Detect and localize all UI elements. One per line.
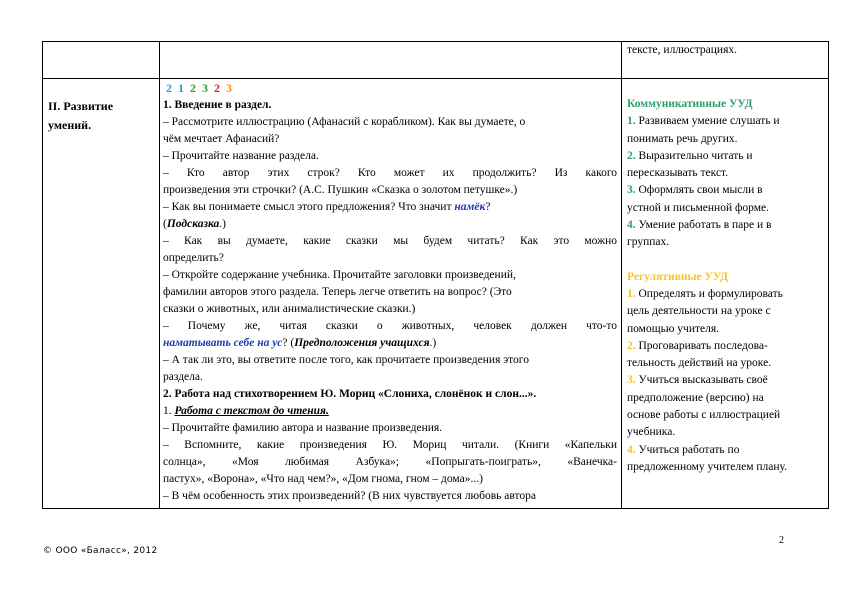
lesson-line: – Рассмотрите иллюстрацию (Афанасий с корабликом). Как вы думаете, о — [163, 116, 526, 128]
lesson-line: – В чём особенность этих произведений? (В них чувствуется любовь автора — [163, 490, 537, 502]
lesson-hint: Подсказка — [166, 218, 220, 230]
lesson-text-span: ? — [485, 201, 491, 213]
lesson-line — [163, 199, 617, 216]
lesson-line: – Прочитайте название раздела. — [163, 150, 319, 162]
uud-item-text: пересказывать текст. — [627, 167, 729, 180]
uud-cell — [621, 79, 828, 509]
lesson-line: 1. Введение в раздел. — [163, 99, 272, 111]
row1-col3-text: тексте, иллюстрациях. — [627, 44, 737, 56]
uud-item-text: предположение (версию) на — [627, 391, 764, 404]
uud-item — [627, 338, 825, 355]
section-title-line: умений. — [48, 118, 92, 132]
lesson-text-span: 1. — [163, 405, 175, 417]
section-title — [48, 97, 113, 135]
copyright-footer: © ООО «Баласс», 2012 — [43, 546, 158, 556]
uud-item — [627, 182, 825, 199]
lesson-line: сказки о животных, или анималистические сказки.) — [163, 303, 416, 315]
uud-item-text: Умение работать в паре и в — [635, 219, 772, 232]
skill-digit: 2 — [190, 81, 196, 95]
uud-item-number: 3. — [627, 184, 636, 197]
uud-item-text: группах. — [627, 236, 670, 249]
lesson-term: намёк — [454, 201, 486, 213]
uud-item-text: Проговаривать последова- — [635, 339, 768, 352]
lesson-cell — [159, 79, 621, 509]
communicative-uud-heading: Коммуникативные УУД — [627, 98, 753, 110]
lesson-table — [42, 41, 829, 509]
uud-item-text: предложенному учителем плану. — [627, 460, 787, 473]
uud-item-text: тельность действий на уроке. — [627, 357, 772, 370]
uud-list — [627, 96, 825, 476]
lesson-idiom: наматывать себе на ус — [163, 337, 283, 349]
uud-item-number: 3. — [627, 374, 636, 387]
uud-item-text: цель деятельности на уроке с — [627, 305, 771, 318]
lesson-text-span: – Как вы понимаете смысл этого предложения? Что значит — [163, 201, 455, 213]
skill-digit: 2 — [214, 81, 220, 95]
skill-digit: 2 — [166, 81, 172, 95]
skill-digits — [166, 81, 238, 96]
lesson-text-span: ? ( — [282, 337, 295, 349]
uud-item-text: устной и письменной форме. — [627, 201, 770, 214]
uud-item — [627, 286, 825, 303]
lesson-line: – Прочитайте фамилию автора и название произведения. — [163, 422, 443, 434]
lesson-line: чём мечтает Афанасий? — [163, 133, 280, 145]
uud-item-text: понимать речь других. — [627, 132, 738, 145]
uud-item-text: Учиться работать по — [635, 443, 740, 456]
section-title-line: II. Развитие — [48, 99, 114, 113]
lesson-hint: Предположения учащихся — [294, 337, 430, 349]
uud-item-text: Выразительно читать и — [635, 149, 753, 162]
uud-item-text: помощью учителя. — [627, 322, 719, 335]
lesson-line: – Откройте содержание учебника. Прочитайте заголовки произведений, — [163, 269, 516, 281]
uud-item-text: Определять и формулировать — [635, 287, 783, 300]
skill-digit: 1 — [178, 81, 184, 95]
uud-item-number: 4. — [627, 219, 636, 232]
uud-item-text: Учиться высказывать своё — [635, 374, 768, 387]
spacer — [627, 252, 825, 269]
lesson-line — [163, 216, 617, 233]
section-cell — [43, 79, 159, 509]
uud-item-number: 1. — [627, 115, 636, 128]
lesson-line: – Почему же, читая сказки о животных, человек должен что-то — [163, 320, 617, 332]
uud-item-number: 1. — [627, 287, 636, 300]
lesson-line: – Как вы думаете, какие сказки мы будем читать? Как это можно — [163, 235, 617, 247]
lesson-text-span: .) — [429, 337, 437, 349]
skill-digit: 3 — [202, 81, 208, 95]
lesson-text-span: .) — [219, 218, 226, 230]
lesson-line: – Кто автор этих строк? Кто может их продолжить? Из какого — [163, 167, 617, 179]
uud-item — [627, 217, 825, 234]
regulatory-uud-heading: Регулятивные УУД — [627, 270, 729, 283]
uud-item-text: основе работы с иллюстрацией — [627, 409, 781, 422]
lesson-line: раздела. — [163, 371, 203, 383]
lesson-subheading: Работа с текстом до чтения. — [174, 405, 329, 417]
uud-item-text: учебника. — [627, 426, 676, 439]
uud-item-number: 4. — [627, 443, 636, 456]
skill-digit: 3 — [226, 81, 232, 95]
lesson-line: произведения эти строчки? (А.С. Пушкин «Сказка о золотом петушке».) — [163, 184, 518, 196]
lesson-line: 2. Работа над стихотворением Ю. Мориц «Слониха, слонёнок и слон...». — [163, 388, 537, 400]
lesson-line — [163, 335, 617, 352]
uud-item — [627, 372, 825, 389]
uud-item-text: Оформлять свои мысли в — [635, 184, 763, 197]
lesson-text — [163, 97, 617, 505]
uud-item — [627, 442, 825, 459]
lesson-line: – А так ли это, вы ответите после того, как прочитаете произведения этого — [163, 354, 529, 366]
lesson-line — [163, 403, 617, 420]
uud-item-number: 2. — [627, 149, 636, 162]
lesson-text-span: ( — [163, 218, 167, 230]
lesson-line: фамилии авторов этого раздела. Теперь легче ответить на вопрос? (Это — [163, 286, 512, 298]
uud-item-text: Развиваем умение слушать и — [635, 115, 780, 128]
uud-item-number: 2. — [627, 339, 636, 352]
lesson-line: – Вспомните, какие произведения Ю. Мориц читали. (Книги «Капельки — [163, 439, 617, 451]
row1-col3-cell — [621, 42, 828, 78]
lesson-line: пастух», «Ворона», «Что над чем?», «Дом гнома, гном – дома»...) — [163, 473, 483, 485]
page-number: 2 — [779, 535, 784, 546]
lesson-line: определить? — [163, 252, 224, 264]
uud-item — [627, 113, 825, 130]
uud-item — [627, 148, 825, 165]
lesson-line: солнца», «Моя любимая Азбука»; «Попрыгать-поиграть», «Ванечка- — [163, 456, 617, 468]
